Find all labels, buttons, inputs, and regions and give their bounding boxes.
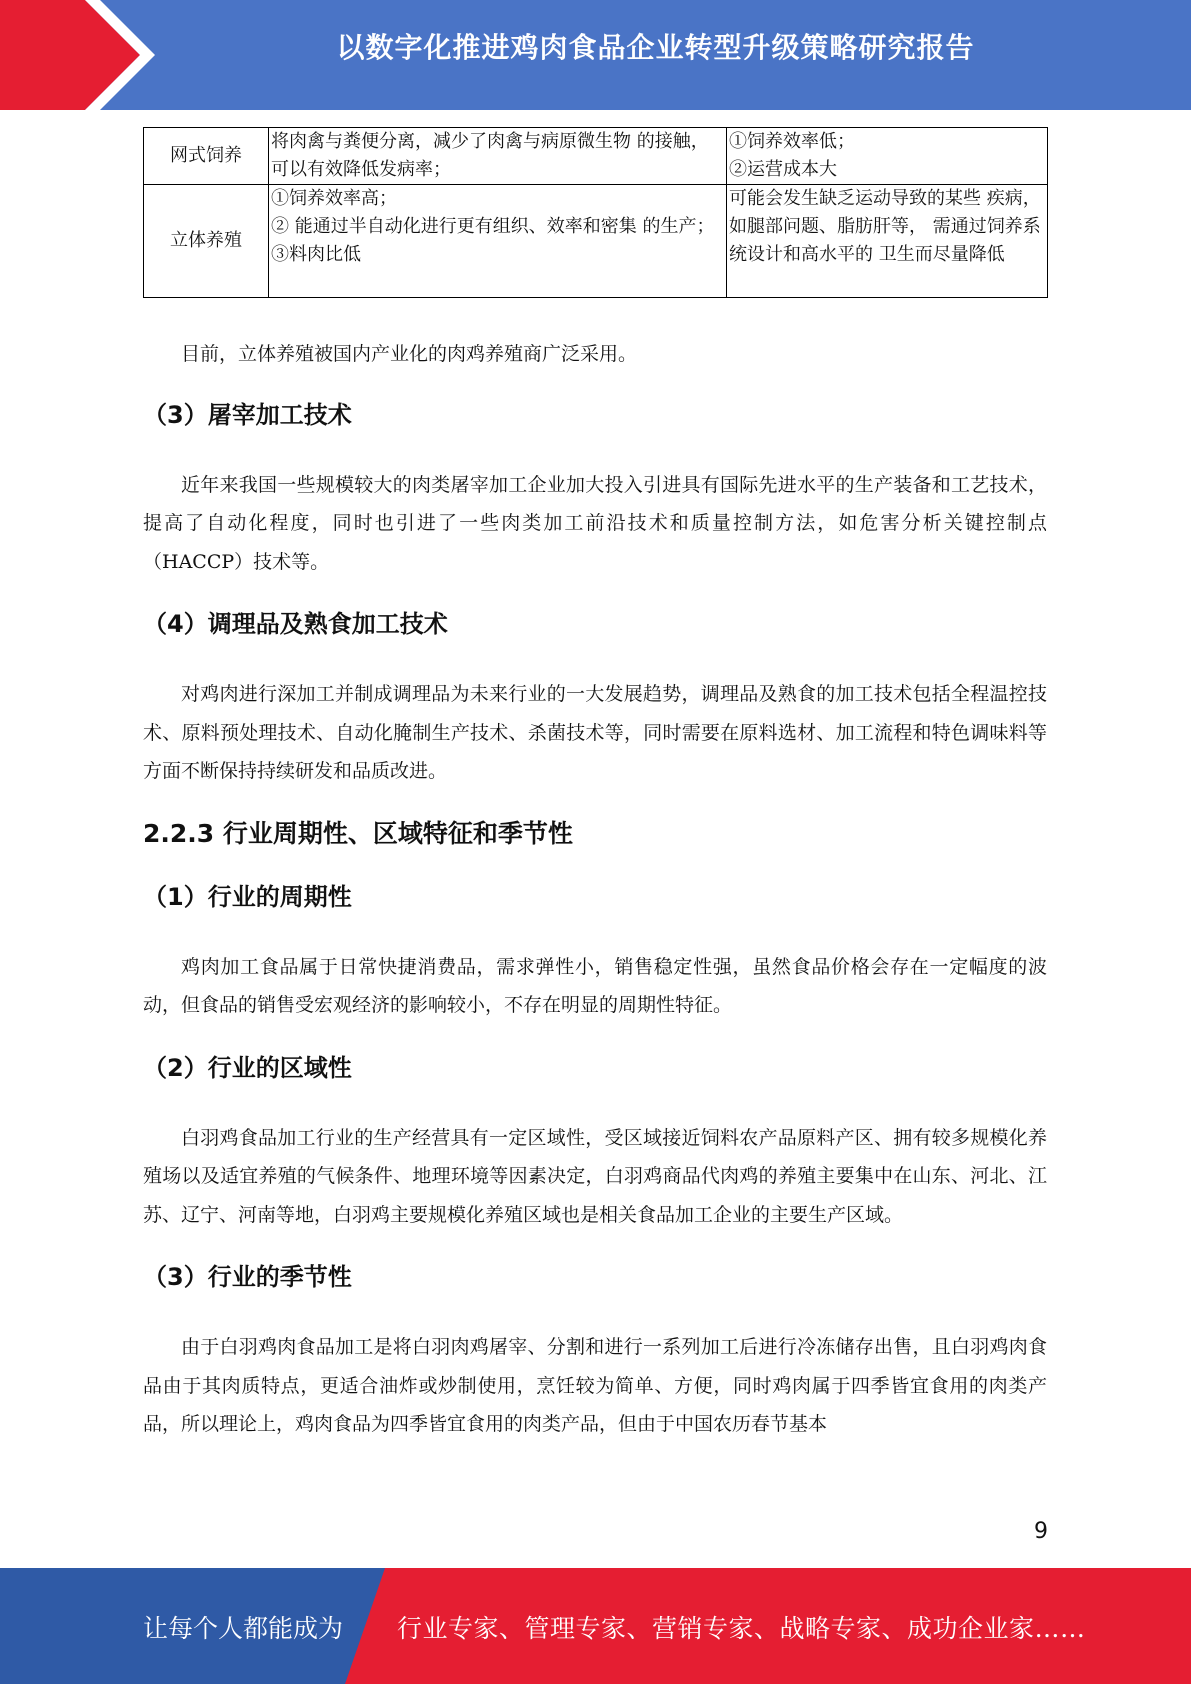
footer-slogan-left: 让每个人都能成为 (143, 1614, 344, 1643)
feeding-methods-table (143, 127, 1048, 298)
table-cell-advantages: ①饲养效率高； ② 能通过半自动化进行更有组织、效率和密集 的生产； ③料肉比低 (269, 185, 727, 298)
subsection-heading: 2.2.3 行业周期性、区域特征和季节性 (143, 818, 573, 848)
section-heading: （3）屠宰加工技术 (143, 400, 352, 429)
paragraph: 近年来我国一些规模较大的肉类屠宰加工企业加大投入引进具有国际先进水平的生产装备和工艺技术，提高了自动化程度，同时也引进了一些肉类加工前沿技术和质量控制方法，如危害分析关键控制点（HACCP）技术等。 (143, 473, 1047, 573)
section-heading: （4）调理品及熟食加工技术 (143, 610, 448, 638)
table-cell-method: 网式饲养 (144, 128, 269, 185)
paragraph: 目前，立体养殖被国内产业化的肉鸡养殖商广泛采用。 (181, 343, 638, 365)
paragraph: 白羽鸡食品加工行业的生产经营具有一定区域性，受区域接近饲料农产品原料产区、拥有较多规模化养殖场以及适宜养殖的气候条件、地理环境等因素决定，白羽鸡商品代肉鸡的养殖主要集中在山东、河北、江苏、辽宁、河南等地，白羽鸡主要规模化养殖区域也是相关食品加工企业的主要生产区域。 (143, 1126, 1047, 1226)
table-cell-disadvantages: 可能会发生缺乏运动导致的某些 疾病，如腿部问题、脂肪肝等， 需通过饲养系统设计和高水平的 卫生而尽量降低 (727, 185, 1048, 298)
header-arrow-decoration (0, 0, 180, 110)
table-cell-disadvantages: ①饲养效率低； ②运营成本大 (727, 128, 1048, 185)
page-footer (0, 1568, 1191, 1684)
table-row (144, 185, 1048, 298)
footer-slogan-right: 行业专家、管理专家、营销专家、战略专家、成功企业家…… (397, 1614, 1086, 1643)
section-heading: （3）行业的季节性 (143, 1263, 352, 1291)
paragraph: 鸡肉加工食品属于日常快捷消费品，需求弹性小，销售稳定性强，虽然食品价格会存在一定幅度的波动，但食品的销售受宏观经济的影响较小，不存在明显的周期性特征。 (143, 955, 1047, 1016)
table-row (144, 128, 1048, 185)
section-heading: （2）行业的区域性 (143, 1053, 352, 1082)
page-number: 9 (1034, 1519, 1048, 1544)
table-cell-method: 立体养殖 (144, 185, 269, 298)
paragraph: 由于白羽鸡肉食品加工是将白羽肉鸡屠宰、分割和进行一系列加工后进行冷冻储存出售，且白羽鸡肉食品由于其肉质特点，更适合油炸或炒制使用，烹饪较为简单、方便，同时鸡肉属于四季皆宜食用的肉类产品，所以理论上，鸡肉食品为四季皆宜食用的肉类产品，但由于中国农历春节基本 (143, 1336, 1047, 1435)
report-title: 以数字化推进鸡肉食品企业转型升级策略研究报告 (336, 31, 975, 64)
table-cell-advantages: 将肉禽与粪便分离，减少了肉禽与病原微生物 的接触，可以有效降低发病率； (269, 128, 727, 185)
section-heading: （1）行业的周期性 (143, 882, 352, 911)
paragraph: 对鸡肉进行深加工并制成调理品为未来行业的一大发展趋势，调理品及熟食的加工技术包括全程温控技术、原料预处理技术、自动化腌制生产技术、杀菌技术等，同时需要在原料选材、加工流程和特色调味料等方面不断保持持续研发和品质改进。 (143, 683, 1047, 782)
page-content (143, 127, 1047, 1444)
page-header (0, 0, 1191, 110)
